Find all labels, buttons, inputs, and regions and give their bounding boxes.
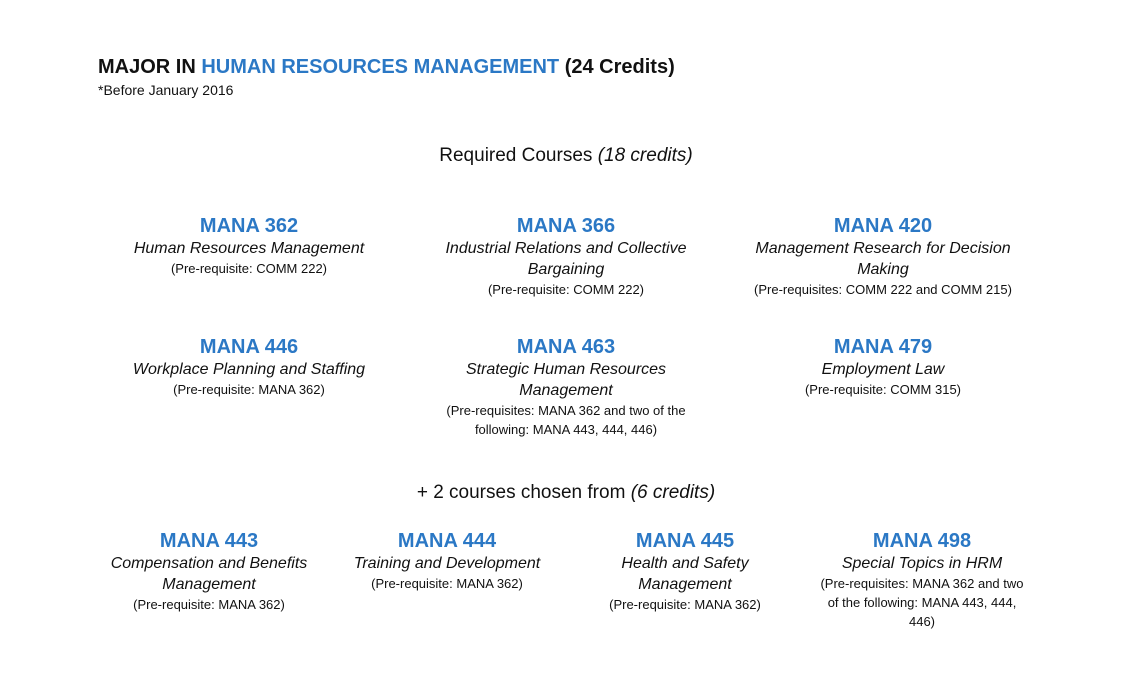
course-prereq: (Pre-requisite: MANA 362): [173, 382, 325, 397]
course-name: Human Resources Management: [133, 240, 365, 257]
course-card: [815, 529, 1030, 631]
title-suffix: (24 Credits): [559, 56, 675, 78]
course-name: Health and Safety Management: [621, 555, 749, 593]
course-name: Training and Development: [353, 555, 541, 572]
course-prereq: (Pre-requisites: MANA 362 and two of the following: MANA 443, 444, 446): [820, 576, 1024, 629]
course-code: MANA 445: [635, 530, 735, 552]
course-code: MANA 498: [872, 530, 972, 552]
title-prefix: MAJOR IN: [98, 56, 202, 78]
required-heading-label: Required Courses: [439, 145, 598, 166]
course-prereq: (Pre-requisites: MANA 362 and two of the following: MANA 443, 444, 446): [446, 403, 686, 437]
course-name: Special Topics in HRM: [841, 555, 1003, 572]
required-credits: (18 credits): [597, 145, 693, 166]
course-card: [335, 529, 560, 593]
course-prereq: (Pre-requisite: COMM 222): [487, 282, 645, 297]
course-card: [97, 529, 322, 614]
course-code: MANA 446: [199, 336, 299, 358]
course-card: [585, 529, 785, 614]
title-major: HUMAN RESOURCES MANAGEMENT: [201, 56, 560, 78]
course-code: MANA 463: [516, 336, 616, 358]
page-title: [98, 56, 675, 79]
course-name: Employment Law: [821, 361, 945, 378]
course-prereq: (Pre-requisite: MANA 362): [371, 576, 523, 591]
course-card: [733, 214, 1033, 299]
course-name: Management Research for Decision Making: [755, 240, 1011, 278]
electives-heading-label: + 2 courses chosen from: [416, 482, 631, 503]
electives-credits: (6 credits): [630, 482, 716, 503]
course-prereq: (Pre-requisite: MANA 362): [609, 597, 761, 612]
course-card: [109, 214, 389, 278]
course-prereq: (Pre-requisite: COMM 315): [804, 382, 962, 397]
course-name: Strategic Human Resources Management: [465, 361, 667, 399]
course-card: [429, 214, 704, 299]
course-code: MANA 479: [833, 336, 933, 358]
course-prereq: (Pre-requisite: MANA 362): [133, 597, 285, 612]
course-prereq: (Pre-requisite: COMM 222): [170, 261, 328, 276]
course-code: MANA 362: [199, 215, 299, 237]
course-name: Workplace Planning and Staffing: [132, 361, 366, 378]
course-code: MANA 444: [397, 530, 497, 552]
course-card: [109, 335, 389, 399]
required-heading: [0, 145, 1132, 167]
course-name: Industrial Relations and Collective Bargaining: [445, 240, 687, 278]
date-note: *Before January 2016: [98, 82, 234, 98]
course-card: [743, 335, 1023, 399]
course-card: [426, 335, 706, 439]
electives-heading: [0, 482, 1132, 504]
course-code: MANA 420: [833, 215, 933, 237]
course-code: MANA 366: [516, 215, 616, 237]
course-prereq: (Pre-requisites: COMM 222 and COMM 215): [754, 282, 1012, 297]
course-name: Compensation and Benefits Management: [110, 555, 308, 593]
course-code: MANA 443: [159, 530, 259, 552]
